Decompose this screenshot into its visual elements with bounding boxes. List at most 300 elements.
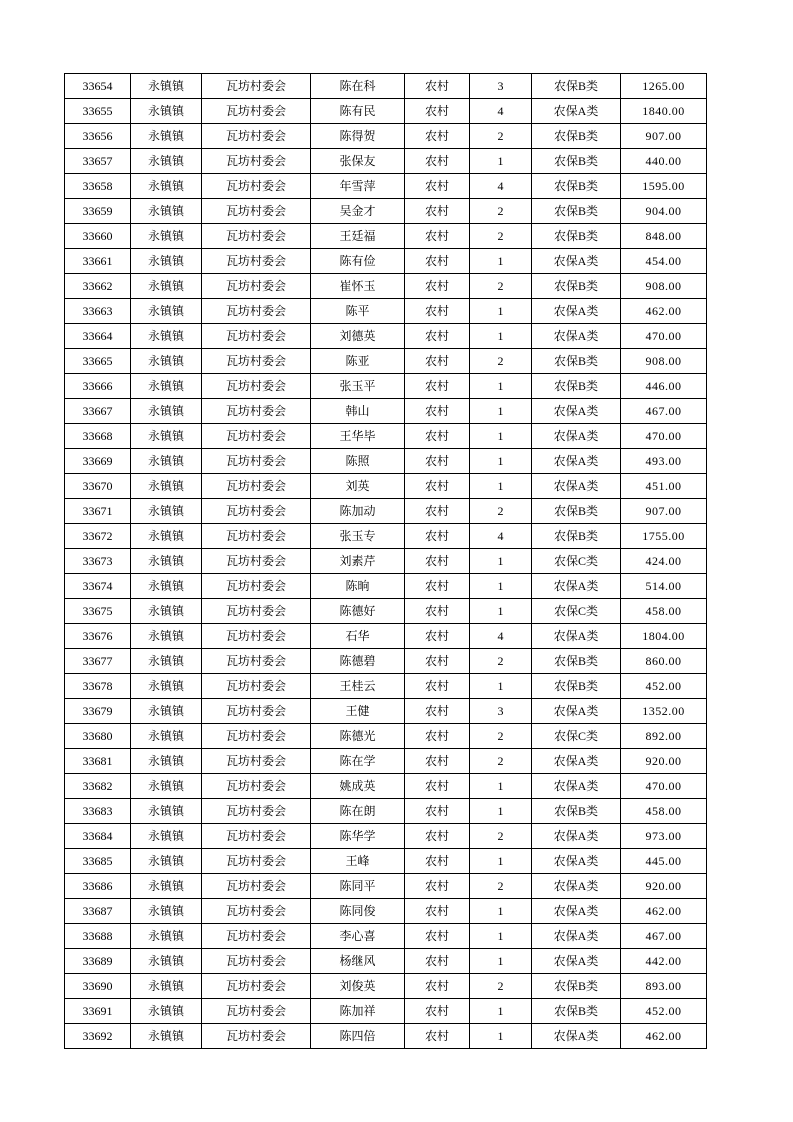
cell-id: 33655 — [65, 99, 131, 124]
cell-town: 永镇镇 — [131, 799, 202, 824]
cell-id: 33689 — [65, 949, 131, 974]
table-row — [65, 74, 707, 99]
table-row — [65, 224, 707, 249]
cell-name: 王廷福 — [311, 224, 405, 249]
cell-town: 永镇镇 — [131, 499, 202, 524]
cell-residence: 农村 — [405, 599, 470, 624]
cell-amount: 860.00 — [621, 649, 707, 674]
cell-village: 瓦坊村委会 — [202, 949, 311, 974]
cell-amount: 1352.00 — [621, 699, 707, 724]
cell-name: 陈照 — [311, 449, 405, 474]
cell-category: 农保A类 — [532, 699, 621, 724]
cell-id: 33683 — [65, 799, 131, 824]
cell-id: 33687 — [65, 899, 131, 924]
cell-count: 2 — [470, 124, 532, 149]
cell-village: 瓦坊村委会 — [202, 424, 311, 449]
cell-name: 陈有民 — [311, 99, 405, 124]
cell-name: 陈平 — [311, 299, 405, 324]
cell-category: 农保A类 — [532, 749, 621, 774]
cell-count: 1 — [470, 949, 532, 974]
cell-id: 33680 — [65, 724, 131, 749]
cell-amount: 452.00 — [621, 999, 707, 1024]
cell-amount: 514.00 — [621, 574, 707, 599]
cell-id: 33671 — [65, 499, 131, 524]
cell-name: 王桂云 — [311, 674, 405, 699]
cell-town: 永镇镇 — [131, 1024, 202, 1049]
cell-count: 1 — [470, 849, 532, 874]
cell-id: 33664 — [65, 324, 131, 349]
cell-count: 2 — [470, 199, 532, 224]
cell-count: 1 — [470, 674, 532, 699]
table-row — [65, 924, 707, 949]
cell-amount: 908.00 — [621, 349, 707, 374]
table-row — [65, 424, 707, 449]
cell-amount: 920.00 — [621, 874, 707, 899]
cell-residence: 农村 — [405, 499, 470, 524]
table-row — [65, 624, 707, 649]
table-row — [65, 149, 707, 174]
cell-town: 永镇镇 — [131, 699, 202, 724]
cell-residence: 农村 — [405, 774, 470, 799]
table-row — [65, 1024, 707, 1049]
cell-residence: 农村 — [405, 874, 470, 899]
cell-category: 农保B类 — [532, 74, 621, 99]
cell-amount: 493.00 — [621, 449, 707, 474]
cell-town: 永镇镇 — [131, 899, 202, 924]
cell-id: 33670 — [65, 474, 131, 499]
cell-village: 瓦坊村委会 — [202, 549, 311, 574]
cell-category: 农保C类 — [532, 724, 621, 749]
cell-village: 瓦坊村委会 — [202, 1024, 311, 1049]
cell-name: 杨继风 — [311, 949, 405, 974]
cell-residence: 农村 — [405, 99, 470, 124]
cell-category: 农保A类 — [532, 1024, 621, 1049]
cell-category: 农保A类 — [532, 324, 621, 349]
cell-residence: 农村 — [405, 574, 470, 599]
cell-town: 永镇镇 — [131, 574, 202, 599]
cell-name: 崔怀玉 — [311, 274, 405, 299]
cell-village: 瓦坊村委会 — [202, 174, 311, 199]
cell-residence: 农村 — [405, 999, 470, 1024]
table-row — [65, 549, 707, 574]
cell-amount: 462.00 — [621, 899, 707, 924]
cell-id: 33666 — [65, 374, 131, 399]
cell-name: 张玉专 — [311, 524, 405, 549]
table-row — [65, 249, 707, 274]
cell-count: 1 — [470, 799, 532, 824]
cell-name: 年雪萍 — [311, 174, 405, 199]
cell-id: 33669 — [65, 449, 131, 474]
table-row — [65, 574, 707, 599]
cell-town: 永镇镇 — [131, 774, 202, 799]
cell-town: 永镇镇 — [131, 199, 202, 224]
cell-name: 陈华学 — [311, 824, 405, 849]
cell-id: 33681 — [65, 749, 131, 774]
table-row — [65, 374, 707, 399]
cell-count: 3 — [470, 74, 532, 99]
cell-amount: 904.00 — [621, 199, 707, 224]
cell-town: 永镇镇 — [131, 999, 202, 1024]
table-row — [65, 499, 707, 524]
cell-category: 农保B类 — [532, 649, 621, 674]
cell-town: 永镇镇 — [131, 849, 202, 874]
cell-count: 2 — [470, 874, 532, 899]
cell-town: 永镇镇 — [131, 824, 202, 849]
cell-town: 永镇镇 — [131, 424, 202, 449]
cell-count: 1 — [470, 449, 532, 474]
cell-amount: 470.00 — [621, 774, 707, 799]
cell-category: 农保B类 — [532, 674, 621, 699]
cell-name: 陈同俊 — [311, 899, 405, 924]
table-row — [65, 599, 707, 624]
cell-name: 陈德好 — [311, 599, 405, 624]
table-row — [65, 699, 707, 724]
cell-id: 33659 — [65, 199, 131, 224]
cell-village: 瓦坊村委会 — [202, 224, 311, 249]
cell-id: 33656 — [65, 124, 131, 149]
cell-village: 瓦坊村委会 — [202, 374, 311, 399]
cell-town: 永镇镇 — [131, 949, 202, 974]
cell-count: 3 — [470, 699, 532, 724]
cell-village: 瓦坊村委会 — [202, 274, 311, 299]
cell-village: 瓦坊村委会 — [202, 324, 311, 349]
cell-category: 农保B类 — [532, 374, 621, 399]
cell-category: 农保A类 — [532, 774, 621, 799]
cell-name: 陈亚 — [311, 349, 405, 374]
cell-town: 永镇镇 — [131, 624, 202, 649]
cell-id: 33686 — [65, 874, 131, 899]
cell-id: 33685 — [65, 849, 131, 874]
cell-name: 陈在学 — [311, 749, 405, 774]
cell-name: 陈四倍 — [311, 1024, 405, 1049]
cell-town: 永镇镇 — [131, 449, 202, 474]
cell-count: 1 — [470, 374, 532, 399]
table-row — [65, 299, 707, 324]
cell-residence: 农村 — [405, 224, 470, 249]
cell-count: 2 — [470, 724, 532, 749]
cell-id: 33678 — [65, 674, 131, 699]
cell-village: 瓦坊村委会 — [202, 74, 311, 99]
cell-residence: 农村 — [405, 74, 470, 99]
cell-count: 1 — [470, 299, 532, 324]
cell-id: 33677 — [65, 649, 131, 674]
cell-id: 33665 — [65, 349, 131, 374]
cell-residence: 农村 — [405, 549, 470, 574]
cell-village: 瓦坊村委会 — [202, 974, 311, 999]
cell-town: 永镇镇 — [131, 749, 202, 774]
cell-id: 33662 — [65, 274, 131, 299]
cell-id: 33682 — [65, 774, 131, 799]
cell-town: 永镇镇 — [131, 649, 202, 674]
cell-category: 农保A类 — [532, 624, 621, 649]
cell-amount: 442.00 — [621, 949, 707, 974]
table-row — [65, 449, 707, 474]
cell-name: 陈同平 — [311, 874, 405, 899]
cell-name: 王华毕 — [311, 424, 405, 449]
cell-village: 瓦坊村委会 — [202, 724, 311, 749]
cell-amount: 462.00 — [621, 299, 707, 324]
table-row — [65, 174, 707, 199]
table-row — [65, 474, 707, 499]
cell-category: 农保B类 — [532, 174, 621, 199]
cell-amount: 848.00 — [621, 224, 707, 249]
cell-amount: 458.00 — [621, 799, 707, 824]
cell-id: 33663 — [65, 299, 131, 324]
cell-count: 2 — [470, 974, 532, 999]
cell-name: 陈得贺 — [311, 124, 405, 149]
cell-count: 1 — [470, 424, 532, 449]
cell-residence: 农村 — [405, 524, 470, 549]
cell-name: 陈德碧 — [311, 649, 405, 674]
cell-id: 33688 — [65, 924, 131, 949]
cell-category: 农保C类 — [532, 599, 621, 624]
cell-residence: 农村 — [405, 674, 470, 699]
cell-count: 1 — [470, 249, 532, 274]
cell-village: 瓦坊村委会 — [202, 299, 311, 324]
cell-count: 1 — [470, 574, 532, 599]
cell-count: 1 — [470, 774, 532, 799]
cell-category: 农保B类 — [532, 224, 621, 249]
cell-count: 2 — [470, 224, 532, 249]
table-row — [65, 274, 707, 299]
cell-count: 1 — [470, 999, 532, 1024]
cell-count: 4 — [470, 524, 532, 549]
cell-residence: 农村 — [405, 174, 470, 199]
cell-amount: 892.00 — [621, 724, 707, 749]
cell-town: 永镇镇 — [131, 524, 202, 549]
cell-residence: 农村 — [405, 924, 470, 949]
cell-town: 永镇镇 — [131, 924, 202, 949]
cell-amount: 1804.00 — [621, 624, 707, 649]
cell-id: 33667 — [65, 399, 131, 424]
cell-residence: 农村 — [405, 474, 470, 499]
cell-category: 农保C类 — [532, 549, 621, 574]
cell-amount: 1840.00 — [621, 99, 707, 124]
cell-count: 2 — [470, 749, 532, 774]
cell-town: 永镇镇 — [131, 674, 202, 699]
cell-town: 永镇镇 — [131, 599, 202, 624]
cell-amount: 445.00 — [621, 849, 707, 874]
cell-name: 陈有俭 — [311, 249, 405, 274]
cell-village: 瓦坊村委会 — [202, 799, 311, 824]
cell-category: 农保A类 — [532, 574, 621, 599]
cell-village: 瓦坊村委会 — [202, 399, 311, 424]
cell-amount: 920.00 — [621, 749, 707, 774]
table-row — [65, 949, 707, 974]
cell-village: 瓦坊村委会 — [202, 474, 311, 499]
cell-village: 瓦坊村委会 — [202, 699, 311, 724]
cell-residence: 农村 — [405, 199, 470, 224]
cell-amount: 467.00 — [621, 399, 707, 424]
cell-residence: 农村 — [405, 124, 470, 149]
cell-amount: 446.00 — [621, 374, 707, 399]
cell-town: 永镇镇 — [131, 349, 202, 374]
table-row — [65, 124, 707, 149]
cell-residence: 农村 — [405, 1024, 470, 1049]
cell-name: 李心喜 — [311, 924, 405, 949]
cell-village: 瓦坊村委会 — [202, 249, 311, 274]
cell-id: 33674 — [65, 574, 131, 599]
cell-category: 农保B类 — [532, 274, 621, 299]
cell-town: 永镇镇 — [131, 274, 202, 299]
cell-id: 33691 — [65, 999, 131, 1024]
cell-amount: 893.00 — [621, 974, 707, 999]
cell-name: 陈加祥 — [311, 999, 405, 1024]
cell-town: 永镇镇 — [131, 299, 202, 324]
cell-residence: 农村 — [405, 374, 470, 399]
table-row — [65, 974, 707, 999]
table-row — [65, 749, 707, 774]
cell-category: 农保A类 — [532, 849, 621, 874]
cell-category: 农保A类 — [532, 449, 621, 474]
cell-id: 33690 — [65, 974, 131, 999]
cell-count: 2 — [470, 649, 532, 674]
cell-count: 2 — [470, 499, 532, 524]
cell-id: 33675 — [65, 599, 131, 624]
cell-count: 2 — [470, 349, 532, 374]
cell-residence: 农村 — [405, 824, 470, 849]
cell-count: 1 — [470, 474, 532, 499]
cell-category: 农保A类 — [532, 924, 621, 949]
cell-name: 张保友 — [311, 149, 405, 174]
cell-id: 33692 — [65, 1024, 131, 1049]
table-row — [65, 674, 707, 699]
table-row — [65, 899, 707, 924]
table-row — [65, 849, 707, 874]
cell-amount: 440.00 — [621, 149, 707, 174]
cell-name: 陈德光 — [311, 724, 405, 749]
cell-village: 瓦坊村委会 — [202, 124, 311, 149]
cell-id: 33658 — [65, 174, 131, 199]
cell-town: 永镇镇 — [131, 249, 202, 274]
cell-village: 瓦坊村委会 — [202, 899, 311, 924]
cell-village: 瓦坊村委会 — [202, 849, 311, 874]
cell-id: 33684 — [65, 824, 131, 849]
cell-residence: 农村 — [405, 899, 470, 924]
cell-count: 1 — [470, 899, 532, 924]
cell-id: 33661 — [65, 249, 131, 274]
cell-amount: 470.00 — [621, 424, 707, 449]
cell-id: 33673 — [65, 549, 131, 574]
cell-count: 1 — [470, 599, 532, 624]
cell-amount: 424.00 — [621, 549, 707, 574]
cell-residence: 农村 — [405, 624, 470, 649]
cell-count: 1 — [470, 324, 532, 349]
cell-village: 瓦坊村委会 — [202, 199, 311, 224]
cell-name: 张玉平 — [311, 374, 405, 399]
table-row — [65, 199, 707, 224]
cell-count: 4 — [470, 624, 532, 649]
cell-village: 瓦坊村委会 — [202, 624, 311, 649]
cell-town: 永镇镇 — [131, 724, 202, 749]
cell-residence: 农村 — [405, 299, 470, 324]
table-row — [65, 799, 707, 824]
cell-residence: 农村 — [405, 449, 470, 474]
cell-village: 瓦坊村委会 — [202, 449, 311, 474]
cell-town: 永镇镇 — [131, 874, 202, 899]
cell-residence: 农村 — [405, 949, 470, 974]
cell-residence: 农村 — [405, 724, 470, 749]
cell-residence: 农村 — [405, 749, 470, 774]
cell-id: 33676 — [65, 624, 131, 649]
table-body — [65, 74, 707, 1049]
cell-category: 农保B类 — [532, 149, 621, 174]
cell-town: 永镇镇 — [131, 549, 202, 574]
cell-name: 刘德英 — [311, 324, 405, 349]
cell-town: 永镇镇 — [131, 124, 202, 149]
cell-count: 1 — [470, 149, 532, 174]
cell-category: 农保A类 — [532, 249, 621, 274]
cell-id: 33657 — [65, 149, 131, 174]
cell-category: 农保A类 — [532, 399, 621, 424]
cell-name: 陈在科 — [311, 74, 405, 99]
cell-amount: 1755.00 — [621, 524, 707, 549]
cell-category: 农保B类 — [532, 974, 621, 999]
cell-town: 永镇镇 — [131, 74, 202, 99]
cell-town: 永镇镇 — [131, 974, 202, 999]
cell-name: 刘英 — [311, 474, 405, 499]
cell-village: 瓦坊村委会 — [202, 999, 311, 1024]
cell-id: 33660 — [65, 224, 131, 249]
table-row — [65, 724, 707, 749]
cell-town: 永镇镇 — [131, 99, 202, 124]
cell-name: 吴金才 — [311, 199, 405, 224]
records-table — [64, 73, 707, 1049]
cell-name: 韩山 — [311, 399, 405, 424]
cell-village: 瓦坊村委会 — [202, 349, 311, 374]
cell-amount: 462.00 — [621, 1024, 707, 1049]
cell-amount: 973.00 — [621, 824, 707, 849]
cell-count: 4 — [470, 99, 532, 124]
cell-village: 瓦坊村委会 — [202, 774, 311, 799]
cell-name: 姚成英 — [311, 774, 405, 799]
cell-name: 刘素芹 — [311, 549, 405, 574]
table-row — [65, 774, 707, 799]
cell-residence: 农村 — [405, 399, 470, 424]
table-row — [65, 349, 707, 374]
cell-amount: 907.00 — [621, 124, 707, 149]
cell-amount: 1595.00 — [621, 174, 707, 199]
cell-count: 1 — [470, 399, 532, 424]
cell-id: 33679 — [65, 699, 131, 724]
cell-village: 瓦坊村委会 — [202, 924, 311, 949]
cell-category: 农保B类 — [532, 199, 621, 224]
table-row — [65, 999, 707, 1024]
cell-residence: 农村 — [405, 799, 470, 824]
cell-category: 农保A类 — [532, 874, 621, 899]
cell-amount: 454.00 — [621, 249, 707, 274]
cell-residence: 农村 — [405, 849, 470, 874]
cell-count: 1 — [470, 924, 532, 949]
cell-category: 农保B类 — [532, 999, 621, 1024]
cell-id: 33672 — [65, 524, 131, 549]
cell-amount: 908.00 — [621, 274, 707, 299]
cell-count: 1 — [470, 1024, 532, 1049]
table-row — [65, 99, 707, 124]
cell-category: 农保B类 — [532, 524, 621, 549]
table-row — [65, 824, 707, 849]
cell-amount: 467.00 — [621, 924, 707, 949]
cell-name: 王健 — [311, 699, 405, 724]
cell-name: 陈在朗 — [311, 799, 405, 824]
cell-amount: 907.00 — [621, 499, 707, 524]
cell-village: 瓦坊村委会 — [202, 574, 311, 599]
cell-count: 1 — [470, 549, 532, 574]
cell-village: 瓦坊村委会 — [202, 599, 311, 624]
cell-village: 瓦坊村委会 — [202, 674, 311, 699]
cell-count: 2 — [470, 274, 532, 299]
cell-village: 瓦坊村委会 — [202, 524, 311, 549]
